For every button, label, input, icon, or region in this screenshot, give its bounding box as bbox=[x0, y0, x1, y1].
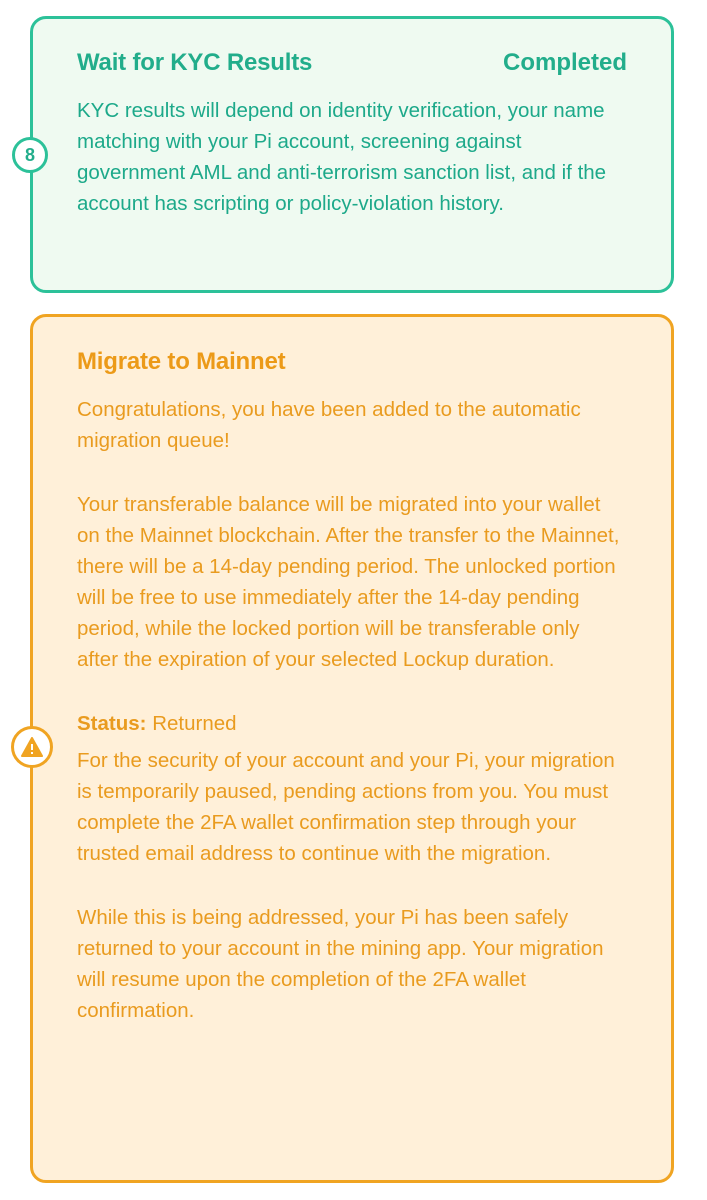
warning-badge bbox=[11, 726, 53, 768]
status-label: Status: bbox=[77, 712, 147, 735]
kyc-step-card bbox=[30, 16, 674, 293]
migration-intro: Congratulations, you have been added to the automatic migration queue! bbox=[77, 398, 581, 452]
step-number: 8 bbox=[24, 144, 35, 165]
kyc-step-description: KYC results will depend on identity verification, your name matching with your Pi account, screening against government AML and anti-terrorism sanction list, and if the account has scripting or policy-violation history. bbox=[77, 99, 607, 215]
status-value: Returned bbox=[152, 712, 237, 735]
mainnet-step-header bbox=[77, 348, 627, 376]
kyc-step-status: Completed bbox=[502, 49, 627, 76]
mainnet-step-title: Migrate to Mainnet bbox=[77, 348, 286, 375]
transfer-info: Your transferable balance will be migrated into your wallet on the Mainnet blockchain. After the transfer to the Mainnet, there will be a 14-day pending period. The unlocked portion will be free to use immediately after the 14-day pending period, while the locked portion will be transferable only after the expiration of your selected Lockup duration. bbox=[77, 493, 620, 671]
kyc-step-title: Wait for KYC Results bbox=[77, 49, 313, 76]
mainnet-step-card bbox=[30, 314, 674, 1183]
step-number-badge bbox=[12, 137, 48, 173]
returned-detail: While this is being addressed, your Pi has been safely returned to your account in the mining app. Your migration will resume upon the completion of the 2FA wallet confirmation. bbox=[77, 906, 604, 1022]
mainnet-step-body bbox=[77, 394, 621, 1026]
status-detail: For the security of your account and your Pi, your migration is temporarily paused, pending actions from you. You must complete the 2FA wallet confirmation step through your trusted email address to continue with the migration. bbox=[77, 749, 615, 865]
warning-icon bbox=[21, 737, 43, 757]
kyc-step-description-block bbox=[77, 95, 621, 219]
migration-status bbox=[77, 708, 621, 739]
kyc-step-header bbox=[77, 49, 627, 77]
